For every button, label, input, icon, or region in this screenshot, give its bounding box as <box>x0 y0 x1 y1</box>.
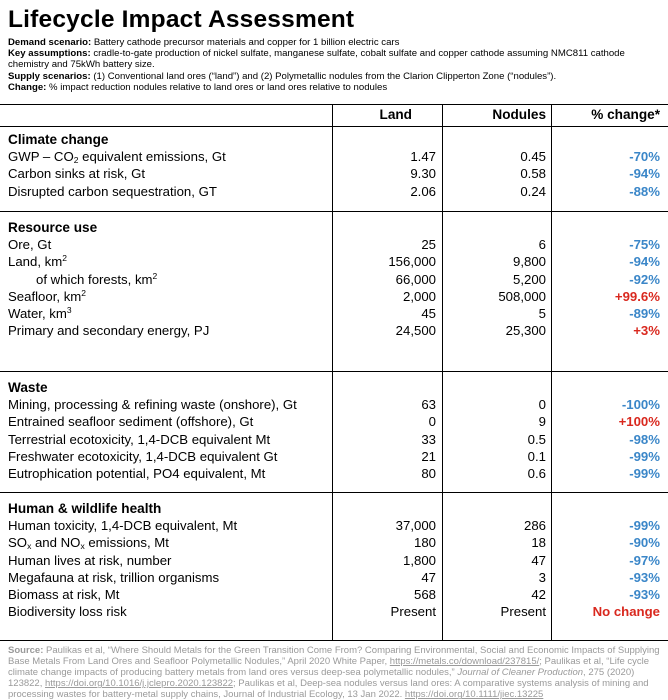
section-rule <box>0 492 668 493</box>
row-label-text: Disrupted carbon sequestration, GT <box>8 183 217 199</box>
change-value: No change <box>592 604 660 620</box>
change-value: +100% <box>618 414 660 430</box>
supply-label: Supply scenarios: <box>8 70 91 82</box>
row-label-text: GWP – CO <box>8 149 74 164</box>
section-human-wildlife-health <box>0 500 668 621</box>
table-row <box>0 165 668 182</box>
nodules-value: 0.1 <box>527 448 546 464</box>
demand-label: Demand scenario: <box>8 37 92 48</box>
assessment-meta <box>8 37 664 93</box>
section-title: Human & wildlife health <box>8 501 162 516</box>
land-value: 2.06 <box>410 183 436 199</box>
nodules-value: 3 <box>538 569 546 585</box>
nodules-value: 25,300 <box>505 323 546 339</box>
row-label-text: Water, km <box>8 306 67 322</box>
nodules-value: 286 <box>523 518 546 533</box>
land-value: 66,000 <box>395 271 436 287</box>
row-label-text: Carbon sinks at risk, Gt <box>8 166 146 182</box>
header <box>8 6 664 93</box>
land-value: 156,000 <box>388 254 436 270</box>
land-value: 45 <box>421 306 436 322</box>
change-value: -94% <box>629 254 660 270</box>
source-link[interactable]: https://doi.org/10.1111/jiec.13225 <box>404 689 544 700</box>
table-row <box>0 413 668 430</box>
row-label-text: Eutrophication potential, PO4 equivalent, Mt <box>8 466 266 482</box>
row-label <box>8 148 226 165</box>
section-title: Waste <box>8 380 48 395</box>
row-label-text: Freshwater ecotoxicity, 1,4-DCB equivalent Gt <box>8 448 278 464</box>
row-label-text: Human toxicity, 1,4-DCB equivalent, Mt <box>8 518 238 533</box>
section-waste <box>0 379 668 482</box>
change-value: -100% <box>621 397 660 412</box>
unit-mark: 2 <box>73 155 79 165</box>
section-title: Climate change <box>8 132 109 147</box>
unit-mark: x <box>80 541 85 552</box>
nodules-value: Present <box>500 604 546 620</box>
land-value: 1.47 <box>410 149 436 164</box>
table-row <box>0 253 668 270</box>
land-value: 80 <box>421 466 436 482</box>
unit-mark: 2 <box>62 253 67 264</box>
table-row <box>0 288 668 305</box>
table-row <box>0 148 668 165</box>
section-climate-change <box>0 131 668 200</box>
land-value: 37,000 <box>395 518 436 533</box>
page-title: Lifecycle Impact Assessment <box>8 6 355 33</box>
assumptions-label: Key assumptions: <box>8 48 91 60</box>
unit-mark: x <box>27 541 32 552</box>
section-rule <box>0 371 668 372</box>
source-citation <box>8 645 660 700</box>
change-value: -99% <box>629 448 660 464</box>
nodules-value: 5 <box>538 306 546 322</box>
change-value: -75% <box>629 237 660 252</box>
change-value: -70% <box>629 149 660 164</box>
nodules-value: 18 <box>531 535 546 551</box>
table-row <box>0 552 668 569</box>
land-value: 33 <box>421 431 436 447</box>
key-assumptions <box>8 48 664 70</box>
row-label <box>8 552 171 569</box>
change-value: +99.6% <box>614 288 660 304</box>
change-value: +3% <box>633 323 660 339</box>
nodules-value: 508,000 <box>498 288 546 304</box>
row-label <box>8 305 72 322</box>
row-label-text: Terrestrial ecotoxicity, 1,4-DCB equivalent Mt <box>8 431 271 447</box>
demand-scenario <box>8 37 664 48</box>
nodules-value: 0.58 <box>520 166 546 182</box>
row-label-text: Entrained seafloor sediment (offshore), Gt <box>8 414 254 430</box>
change-value: -89% <box>629 306 660 322</box>
nodules-value: 0.45 <box>520 149 546 164</box>
row-label <box>8 236 51 253</box>
source-label: Source: <box>8 645 44 656</box>
table-row <box>0 271 668 288</box>
land-value: 63 <box>421 397 436 412</box>
unit-mark: 2 <box>152 270 158 281</box>
nodules-value: 6 <box>538 237 546 252</box>
source-text: ; Paulikas et al, Deep-sea nodules versus land ores: A comparative systems analysis of mining and processing wastes for battery-metal supply chains, Journal of Industrial Ecology, 13 Jan 2022. <box>8 678 649 700</box>
row-label-text: emissions, Mt <box>84 535 169 551</box>
table-row <box>0 586 668 603</box>
row-label <box>8 448 277 465</box>
row-label <box>8 396 297 413</box>
nodules-value: 9,800 <box>512 254 546 270</box>
unit-mark: 2 <box>81 287 87 298</box>
section-title: Resource use <box>8 220 98 235</box>
source-text: ; Paulikas et al, “Life cycle climate change impacts of producing battery metals from land ores versus deep-sea polymetallic nodules,” <box>8 656 650 679</box>
source-text: Paulikas et al, “Where Should Metals for the Green Transition Come From? Comparing Environmental, Social and Economic Impacts of Supplying Base Metals From Land Ores and Seafloor Polymetallic Nodules,” April 2020 White Paper, <box>8 645 660 668</box>
row-label-text: Megafauna at risk, trillion organisms <box>8 569 220 585</box>
change-value: -88% <box>629 183 660 199</box>
change-value: -98% <box>629 431 660 447</box>
row-label <box>8 569 219 586</box>
row-label <box>8 586 119 603</box>
column-header-land: Land <box>379 107 412 122</box>
row-label-text: equivalent emissions, Gt <box>78 149 226 164</box>
table-row <box>0 448 668 465</box>
row-label <box>8 413 253 430</box>
row-label-text: Biodiversity loss risk <box>8 604 127 620</box>
land-value: 24,500 <box>395 323 436 339</box>
table-row <box>0 322 668 339</box>
row-label-text: of which forests, km <box>36 271 153 287</box>
table-row <box>0 534 668 551</box>
change-value: -92% <box>629 271 660 287</box>
land-value: 47 <box>421 569 436 585</box>
table-row <box>0 569 668 586</box>
journal-name: Journal of Cleaner Production <box>457 667 584 679</box>
nodules-value: 47 <box>531 552 546 568</box>
row-label-text: Land, km <box>8 254 63 270</box>
nodules-value: 0 <box>538 397 546 412</box>
column-header-change: % change* <box>591 107 660 122</box>
land-value: Present <box>390 604 436 620</box>
land-value: 25 <box>421 237 436 252</box>
land-value: 21 <box>421 448 436 464</box>
table-row <box>0 183 668 200</box>
row-label-text: SO <box>8 535 28 551</box>
change-value: -94% <box>629 166 660 182</box>
row-label <box>8 431 270 448</box>
table-row <box>0 305 668 322</box>
land-value: 1,800 <box>402 552 436 568</box>
row-label <box>8 534 169 551</box>
nodules-value: 5,200 <box>512 271 546 287</box>
row-label-text: Mining, processing & refining waste (onshore), Gt <box>8 397 297 412</box>
nodules-value: 9 <box>538 414 546 430</box>
section-rule <box>0 211 668 212</box>
source-link[interactable]: https://metals.co/download/237815/ <box>389 656 540 668</box>
change-value: -97% <box>629 552 660 568</box>
change-value: -93% <box>629 569 660 585</box>
supply-scenarios <box>8 71 664 82</box>
section-resource-use <box>0 219 668 340</box>
row-label-text: Ore, Gt <box>8 237 52 252</box>
row-label <box>8 465 265 482</box>
unit-mark: 3 <box>66 305 72 316</box>
change-value: -93% <box>629 587 660 603</box>
change-value: -99% <box>629 518 660 533</box>
land-value: 0 <box>428 414 436 430</box>
header-rule <box>0 126 668 127</box>
land-value: 9.30 <box>410 166 436 182</box>
row-label-text: and NO <box>31 535 81 551</box>
nodules-value: 0.5 <box>527 431 546 447</box>
row-label <box>8 165 145 182</box>
table-row <box>0 396 668 413</box>
assumptions-text: cradle-to-gate production of nickel sulfate, manganese sulfate, cobalt sulfate and copper cathode assuming NMC811 cathode chemistry and 75kWh battery size. <box>8 48 625 71</box>
row-label <box>8 253 67 270</box>
change-definition <box>8 82 664 93</box>
row-label-text: Seafloor, km <box>8 288 82 304</box>
change-text: % impact reduction nodules relative to land ores or land ores relative to nodules <box>49 81 388 93</box>
row-label-text: Biomass at risk, Mt <box>8 587 120 603</box>
row-label <box>8 603 127 620</box>
table-row <box>0 517 668 534</box>
nodules-value: 42 <box>531 587 546 603</box>
change-value: -90% <box>629 535 660 551</box>
change-label: Change: <box>8 81 47 93</box>
supply-text: (1) Conventional land ores (“land”) and (2) Polymetallic nodules from the Clarion Clipperton Zone (“nodules”). <box>93 70 557 82</box>
table-row <box>0 236 668 253</box>
table-row <box>0 465 668 482</box>
row-label <box>8 517 237 534</box>
source-text: , 275 (2020) 123822, <box>8 667 635 690</box>
impact-table <box>0 104 668 641</box>
table-row <box>0 431 668 448</box>
column-header-nodules: Nodules <box>492 107 546 122</box>
row-label <box>8 288 86 305</box>
land-value: 180 <box>413 535 436 551</box>
table-row <box>0 603 668 620</box>
nodules-value: 0.24 <box>520 183 546 199</box>
row-label-text: Primary and secondary energy, PJ <box>8 323 210 339</box>
row-label <box>8 183 217 200</box>
source-link[interactable]: https://doi.org/10.1016/j.jclepro.2020.123822 <box>44 678 234 690</box>
land-value: 568 <box>413 587 436 603</box>
row-label-text: Human lives at risk, number <box>8 552 172 568</box>
row-label <box>8 322 209 339</box>
change-value: -99% <box>629 466 660 482</box>
demand-text: Battery cathode precursor materials and copper for 1 billion electric cars <box>93 37 400 48</box>
nodules-value: 0.6 <box>527 466 546 482</box>
row-label <box>36 271 157 288</box>
land-value: 2,000 <box>402 288 436 304</box>
